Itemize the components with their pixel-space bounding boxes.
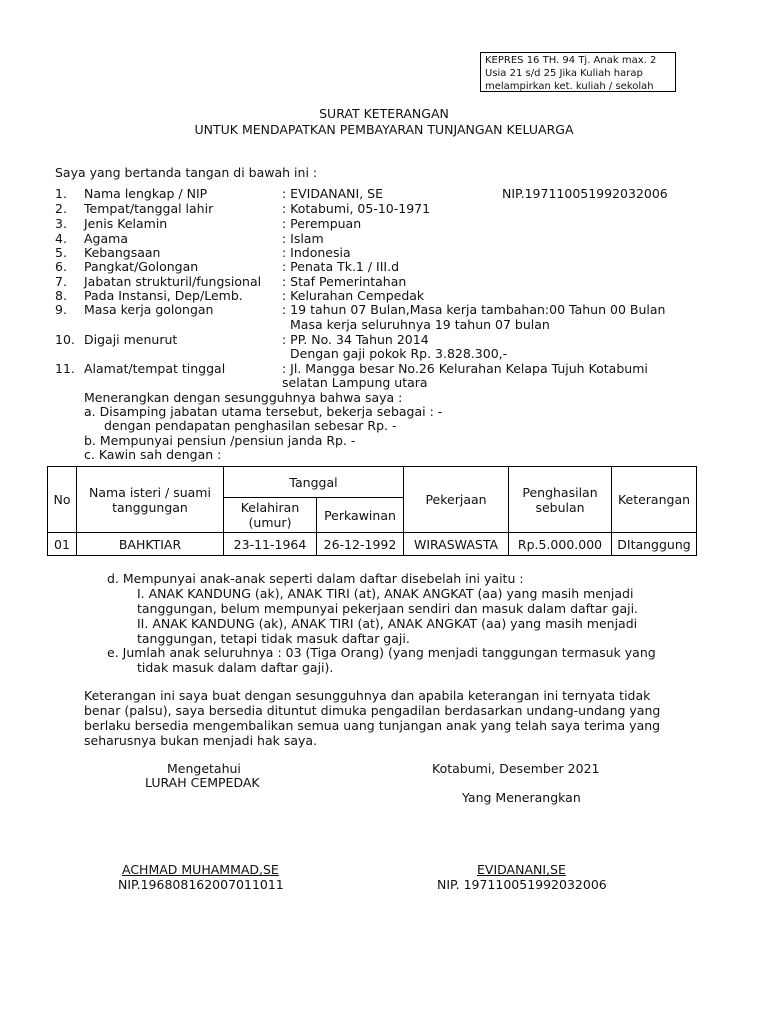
item-label: Jabatan strukturil/fungsional — [84, 274, 262, 289]
cell-no: 01 — [48, 533, 77, 556]
kepres-line: Usia 21 s/d 25 Jika Kuliah harap — [485, 68, 643, 79]
masa-kerja-seluruhnya: Masa kerja seluruhnya 19 tahun 07 bulan — [290, 317, 550, 332]
cell-nama: BAHKTIAR — [77, 533, 224, 556]
lurah-label: LURAH CEMPEDAK — [145, 775, 260, 790]
item-value: : PP. No. 34 Tahun 2014 — [282, 332, 429, 347]
item-label: Tempat/tanggal lahir — [84, 201, 214, 216]
header-kelahiran: Kelahiran (umur) — [224, 498, 317, 533]
intro-text: Saya yang bertanda tangan di bawah ini : — [55, 165, 318, 180]
item-label: Pangkat/Golongan — [84, 259, 199, 274]
closing-line: berlaku bersedia mengembalikan semua uang tunjangan anak yang telah saya terima yang — [84, 718, 661, 733]
closing-line: seharusnya bukan menjadi hak saya. — [84, 733, 318, 748]
signer-left-name: ACHMAD MUHAMMAD,SE — [122, 862, 279, 877]
table-row — [48, 533, 697, 556]
gaji-pokok: Dengan gaji pokok Rp. 3.828.300,- — [290, 346, 508, 361]
cell-perkawinan: 26-12-1992 — [317, 533, 404, 556]
yang-menerangkan-label: Yang Menerangkan — [462, 790, 581, 805]
header-pekerjaan: Pekerjaan — [404, 467, 509, 533]
item-label: Agama — [84, 231, 128, 246]
item-label: Jenis Kelamin — [84, 216, 168, 231]
point-d-ii-line1: II. ANAK KANDUNG (ak), ANAK TIRI (at), ANAK ANGKAT (aa) yang masih menjadi — [137, 616, 638, 631]
signer-right-name: EVIDANANI,SE — [477, 862, 566, 877]
item-value: : Perempuan — [282, 216, 362, 231]
item-number: 9. — [55, 302, 67, 317]
point-e-line1: e. Jumlah anak seluruhnya : 03 (Tiga Orang) (yang menjadi tanggungan termasuk yang — [107, 645, 656, 660]
header-perkawinan: Perkawinan — [317, 498, 404, 533]
closing-line: benar (palsu), saya bersedia dituntut dimuka pengadilan berdasarkan undang-undang yang — [84, 703, 661, 718]
item-label: Alamat/tempat tinggal — [84, 361, 226, 376]
item-value: : Indonesia — [282, 245, 351, 260]
signer-left-nip: NIP.196808162007011011 — [118, 877, 284, 892]
spouse-table — [47, 466, 697, 556]
place-date: Kotabumi, Desember 2021 — [432, 761, 600, 776]
point-c: c. Kawin sah dengan : — [84, 447, 222, 462]
item-value: : 19 tahun 07 Bulan,Masa kerja tambahan:00 Tahun 00 Bulan — [282, 302, 666, 317]
point-d-i-line1: I. ANAK KANDUNG (ak), ANAK TIRI (at), ANAK ANGKAT (aa) yang masih menjadi — [137, 586, 634, 601]
nip-inline: NIP.197110051992032006 — [502, 186, 668, 201]
mengetahui-label: Mengetahui — [167, 761, 241, 776]
cell-penghasilan: Rp.5.000.000 — [509, 533, 612, 556]
header-keterangan: Keterangan — [612, 467, 697, 533]
item-number: 7. — [55, 274, 67, 289]
item-value: : Staf Pemerintahan — [282, 274, 407, 289]
item-label: Kebangsaan — [84, 245, 161, 260]
item-number: 11. — [55, 361, 75, 376]
cell-kelahiran: 23-11-1964 — [224, 533, 317, 556]
closing-line: Keterangan ini saya buat dengan sesungguhnya dan apabila keterangan ini ternyata tidak — [84, 688, 651, 703]
cell-pekerjaan: WIRASWASTA — [404, 533, 509, 556]
item-value: : Islam — [282, 231, 324, 246]
item-number: 3. — [55, 216, 67, 231]
point-d: d. Mempunyai anak-anak seperti dalam daftar disebelah ini yaitu : — [107, 571, 524, 586]
item-label: Nama lengkap / NIP — [84, 186, 208, 201]
point-a: a. Disamping jabatan utama tersebut, bekerja sebagai : - — [84, 404, 443, 419]
item-number: 10. — [55, 332, 75, 347]
document-title: SURAT KETERANGAN — [319, 106, 449, 121]
item-value: : Kelurahan Cempedak — [282, 288, 425, 303]
item-label: Pada Instansi, Dep/Lemb. — [84, 288, 243, 303]
signer-right-nip: NIP. 197110051992032006 — [437, 877, 607, 892]
point-d-ii-line2: tanggungan, tetapi tidak masuk daftar gaji. — [137, 631, 410, 646]
menerangkan-text: Menerangkan dengan sesungguhnya bahwa saya : — [84, 390, 403, 405]
point-a-detail: dengan pendapatan penghasilan sebesar Rp. - — [104, 418, 397, 433]
item-number: 5. — [55, 245, 67, 260]
point-b: b. Mempunyai pensiun /pensiun janda Rp. - — [84, 433, 356, 448]
item-value: : EVIDANANI, SE — [282, 186, 383, 201]
item-label: Digaji menurut — [84, 332, 178, 347]
item-number: 2. — [55, 201, 67, 216]
header-nama: Nama isteri / suami tanggungan — [77, 467, 224, 533]
item-value: : Jl. Mangga besar No.26 Kelurahan Kelapa Tujuh Kotabumi — [282, 361, 648, 376]
alamat-line-2: selatan Lampung utara — [282, 375, 428, 390]
item-value: : Kotabumi, 05-10-1971 — [282, 201, 431, 216]
header-tanggal: Tanggal — [224, 467, 404, 498]
kepres-line: KEPRES 16 TH. 94 Tj. Anak max. 2 — [485, 55, 657, 66]
cell-keterangan: DItanggung — [612, 533, 697, 556]
item-number: 8. — [55, 288, 67, 303]
kepres-note-box — [480, 52, 676, 92]
header-penghasilan: Penghasilan sebulan — [509, 467, 612, 533]
document-subtitle: UNTUK MENDAPATKAN PEMBAYARAN TUNJANGAN KELUARGA — [194, 122, 574, 137]
item-label: Masa kerja golongan — [84, 302, 214, 317]
item-number: 6. — [55, 259, 67, 274]
point-d-i-line2: tanggungan, belum mempunyai pekerjaan sendiri dan masuk dalam daftar gaji. — [137, 601, 639, 616]
item-number: 1. — [55, 186, 67, 201]
point-e-line2: tidak masuk dalam daftar gaji). — [137, 660, 334, 675]
table-header-row — [48, 467, 697, 498]
item-value: : Penata Tk.1 / III.d — [282, 259, 400, 274]
item-number: 4. — [55, 231, 67, 246]
header-no: No — [48, 467, 77, 533]
kepres-line: melampirkan ket. kuliah / sekolah — [485, 81, 654, 92]
